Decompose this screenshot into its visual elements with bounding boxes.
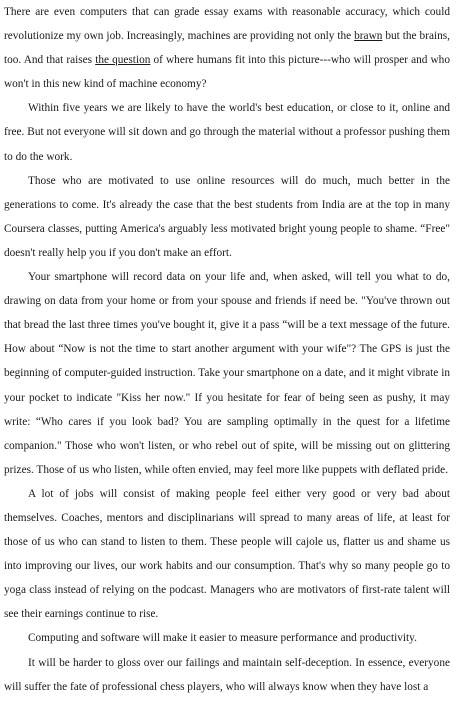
- text-run: It will be harder to gloss over our failings and maintain self-deception. In essence, everyone will suffer the fate of professional chess players, who will always know when they have lost a: [4, 656, 450, 693]
- text-run: but the brains, too. And that raises: [4, 30, 450, 67]
- text-run: A lot of jobs will consist of making people feel either very good or very bad about themselves. Coaches, mentors and disciplinarians will spread to many areas of life, at least for those of us who can stand to listen to them. These people will cajole us, flatter us and shame us into improving our lives, our work habits and our consumption. That's why so many people go to yoga class instead of relying on the podcast. Managers who are motivators of first-rate talent will see their earnings continue to rise.: [4, 487, 450, 621]
- paragraph: [4, 96, 450, 168]
- text-run: Within five years we are likely to have the world's best education, or close to it, online and free. But not everyone will sit down and go through the material without a professor pushing them to do the work.: [4, 102, 450, 163]
- paragraph: [4, 626, 450, 650]
- underlined-phrase: brawn: [354, 30, 383, 43]
- document-page: [4, 0, 450, 699]
- text-run: There are even computers that can grade essay exams with reasonable accuracy, which could revolutionize my own job. Increasingly, machines are providing not only the: [4, 6, 450, 43]
- paragraph: [4, 482, 450, 627]
- underlined-phrase: the question: [95, 54, 151, 67]
- paragraph: [4, 169, 450, 265]
- text-run: Computing and software will make it easier to measure performance and productivity.: [28, 632, 417, 645]
- text-run: Your smartphone will record data on your life and, when asked, will tell you what to do, drawing on data from your home or from your spouse and friends if need be. "You've thrown out that bread the last three times you've bought it, give it a pass “will be a text message of the future. How about “Now is not the time to start another argument with your wife"? The GPS is just the beginning of computer-guided instruction. Take your smartphone on a date, and it might vibrate in your pocket to indicate "Kiss her now." If you hesitate for fear of being seen as pushy, it may write: “Who cares if you look bad? You are sampling optimally in the quest for a lifetime companion." Those who won't listen, or who rebel out of spite, will be missing out on glittering prizes. Those of us who listen, while often envied, may feel more like puppets with deflated pride.: [4, 271, 450, 476]
- text-run: Those who are motivated to use online resources will do much, much better in the generations to come. It's already the case that the best students from India are at the top in many Coursera classes, putting America's arguably less motivated bright young people to shame. “Free" doesn't really help you if you don't make an effort.: [4, 174, 450, 259]
- paragraph: [4, 0, 450, 96]
- text-run: of where humans fit into this picture---who will prosper and who won't in this new kind of machine economy?: [4, 54, 450, 91]
- paragraph: [4, 265, 450, 482]
- paragraph: [4, 651, 450, 699]
